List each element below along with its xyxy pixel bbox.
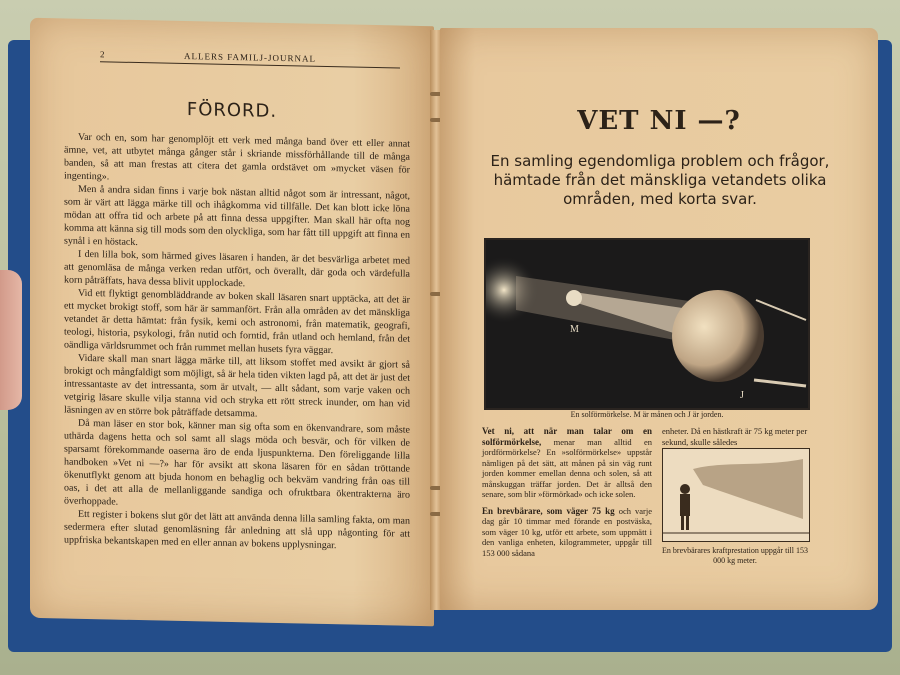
fact-mailman [482, 506, 652, 559]
moon-icon [566, 290, 582, 306]
fact-continuation: enheter. Då en hästkraft är 75 kg meter per sekund, skulle således [662, 426, 808, 447]
earth-icon [672, 290, 764, 382]
fact-mailman-lead: En brevbärare, som väger 75 kg [482, 505, 615, 516]
book-subtitle: En samling egendomliga problem och frågor, hämtade från det mänskliga vetandets olika områden, med korta svar. [490, 152, 830, 208]
right-page [440, 28, 878, 610]
mailman-drawing [663, 449, 809, 541]
preface-title: FÖRORD. [186, 99, 278, 122]
journal-title: ALLERS FAMILJ-JOURNAL [183, 50, 317, 64]
facts-column [482, 426, 652, 564]
page-number: 2 [100, 49, 106, 60]
preface-paragraph: I den lilla bok, som härmed gives läsaren i handen, är det besvärliga arbetet med att genomläsa de många verken redan utfört, och överallt, där goda och värdefulla korn påträffats, hava dessa blivit upplockade. [64, 248, 410, 290]
fact-eclipse-body: menar man alltid en jordförmörkelse? En »solförmörkelse» uppstår nämligen på det sätt, att månen på sin väg runt jorden kommer emellan denna och solen, så att månskuggan träffar jorden. Det är alltså den senare, som blir »förmörkad» och icke solen. [482, 436, 653, 499]
running-head [100, 49, 400, 68]
moon-label: M [570, 324, 579, 335]
mailman-caption: En brevbärares kraftprestation uppgår till 153 000 kg meter. [662, 546, 808, 565]
preface-paragraph: Då man läser en stor bok, känner man sig ofta som en ökenvandrare, som måste uthärda dagens hetta och sol samt all slags möda och besvär, och för vilken de sparsamt förekommande oaserna äro de enda ljuspunkterna. Den föreliggande lilla handboken »Vet ni —?» har för avsikt att skona läsaren för en sådan tröttande ökenutflykt genom att bjuda honom en behaglig och bekväm vandring från oas till oas, i det att alla de mellanliggande sandiga och ofruktbara ökentrakterna äro överhoppade. [64, 417, 410, 508]
book-title: VET NI —? [577, 106, 741, 136]
preface-paragraph: Vidare skall man snart lägga märke till, att liksom stoffet med avsikt är gjort så brokigt och mångfaldigt som möjligt, så är hela tiden vikten lagd på, att det är just det intressantaste av det intressanta, som är utvalt, — allt sådant, som varje vaken och vetgirig läsare skulle vilja stanna vid och stryka ett rött streck inunder, om han vid läsningen av en större bok påträffade detsamma. [64, 352, 410, 420]
eclipse-caption: En solförmörkelse. M är månen och J är jorden. [570, 410, 724, 419]
preface-paragraph: Men å andra sidan finns i varje bok nästan alltid något som är intressant, något, som är värt att lägga märke till och ihågkomma vid tillfälle. Det kan blott icke löna mödan att offra tid och arbete på att finna dessa uppgifter. Man skall här ofta nog komma att känna sig till mods som den olyckliga, som har fått till uppgift att finna en synål i en höstack. [64, 183, 410, 249]
preface-paragraph: Var och en, som har genomplöjt ett verk med många band över ett eller annat ämne, vet, att utbytet många gånger står i skriande missförhållande till de många banden, så att man frestas att citera det gamla ordstävet om »mycket väsen för ingenting». [64, 131, 410, 183]
eclipse-drawing [486, 240, 808, 408]
preface-text [64, 130, 410, 553]
earth-label: J [740, 390, 744, 401]
hand-holding-book [0, 270, 22, 410]
fact-eclipse [482, 426, 652, 500]
fact-eclipse-lead: Vet ni, att när man talar om en solförmörkelse, [482, 426, 652, 447]
mailman-illustration [662, 448, 810, 542]
preface-paragraph: Ett register i bokens slut gör det lätt att använda denna lilla samling fakta, om man sedermera efter slutad genomläsning får anledning att slå upp någonting för att uppfriska bekantskapen med en eller annan av bokens upplysningar. [64, 508, 410, 552]
eclipse-illustration [484, 238, 810, 410]
preface-paragraph: Vid ett flyktigt genombläddrande av boken skall läsaren snart upptäcka, att det är ett mycket brokigt stoff, som här är sammanfört. Från alla områden av det mänskliga vetandet är detta hämtat: från fysik, kemi och astronomi, från matematik, geografi, teologi, historia, psykologi, från nutid och forntid, från utland och hemland, från det oändliga världsrummet och från rummet mellan husets fyra väggar. [64, 287, 410, 357]
left-page [30, 18, 434, 626]
fact-mailman-body: och varje dag går 10 timmar med förande en postväska, som väger 10 kg, utför ett arbete, som uppmätt i den vanliga enheten, kilogrammeter, uppgår till 153 000 sådana [482, 505, 653, 558]
